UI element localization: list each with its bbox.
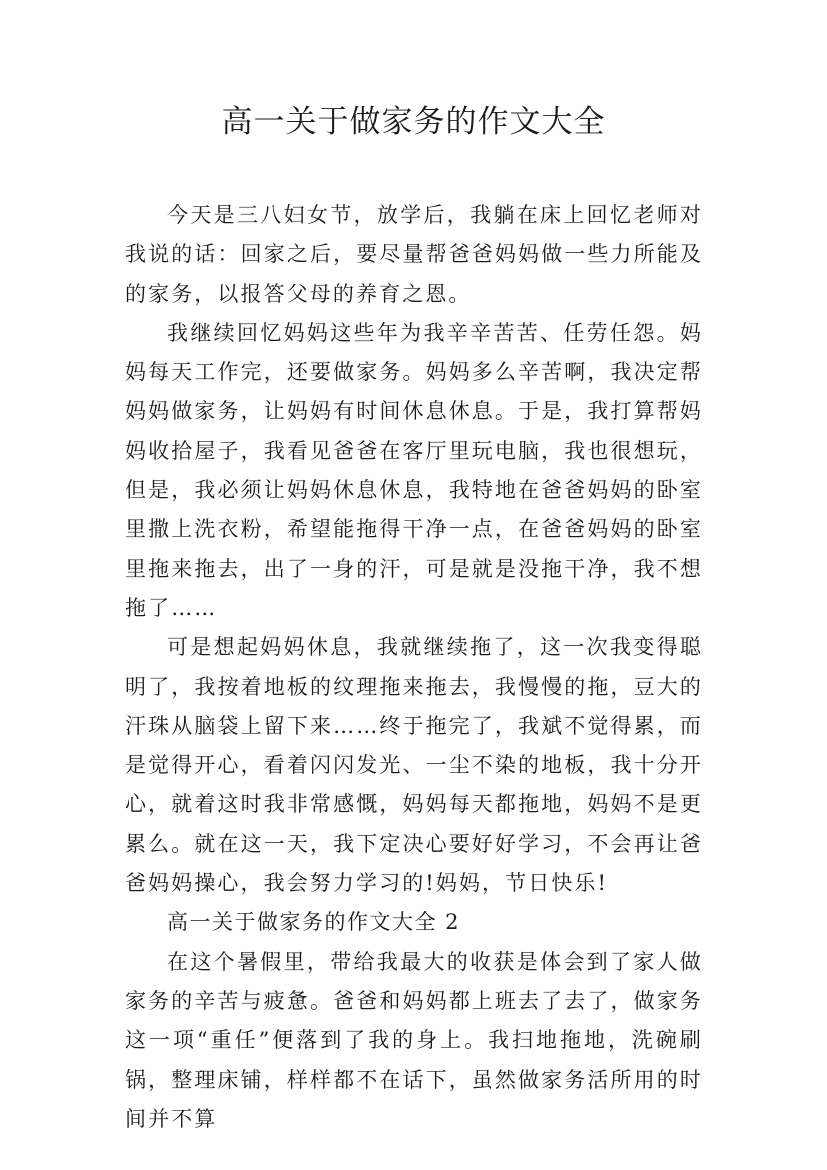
- document-title: 高一关于做家务的作文大全: [221, 104, 606, 140]
- paragraph-1: 今天是三八妇女节，放学后，我躺在床上回忆老师对我说的话：回家之后，要尽量帮爸爸妈妈做一些力所能及的家务，以报答父母的养育之恩。: [125, 203, 703, 306]
- paragraph-4: 在这个暑假里，带给我最大的收获是体会到了家人做家务的辛苦与疲惫。爸爸和妈妈都上班去了去了，做家务这一项“重任”便落到了我的身上。我扫地拖地，洗碗刷锅，整理床铺，样样都不在话下，虽然做家务活所用的时间并不算: [125, 949, 703, 1131]
- document-body: [125, 196, 703, 1139]
- paragraph-3: 可是想起妈妈休息，我就继续拖了，这一次我变得聪明了，我按着地板的纹理拖来拖去，我慢慢的拖，豆大的汗珠从脑袋上留下来……终于拖完了，我斌不觉得累，而是觉得开心，看着闪闪发光、一尘不染的地板，我十分开心，就着这时我非常感慨，妈妈每天都拖地，妈妈不是更累么。就在这一天，我下定决心要好好学习，不会再让爸爸妈妈操心，我会努力学习的!妈妈，节日快乐!: [125, 635, 703, 896]
- paragraph-2: 我继续回忆妈妈这些年为我辛辛苦苦、任劳任怨。妈妈每天工作完，还要做家务。妈妈多么辛苦啊，我决定帮妈妈做家务，让妈妈有时间休息休息。于是，我打算帮妈妈收拾屋子，我看见爸爸在客厅里玩电脑，我也很想玩，但是，我必须让妈妈休息休息，我特地在爸爸妈妈的卧室里撒上洗衣粉，希望能拖得干净一点，在爸爸妈妈的卧室里拖来拖去，出了一身的汗，可是就是没拖干净，我不想拖了……: [125, 320, 703, 620]
- section-subheading: 高一关于做家务的作文大全 2: [167, 910, 461, 935]
